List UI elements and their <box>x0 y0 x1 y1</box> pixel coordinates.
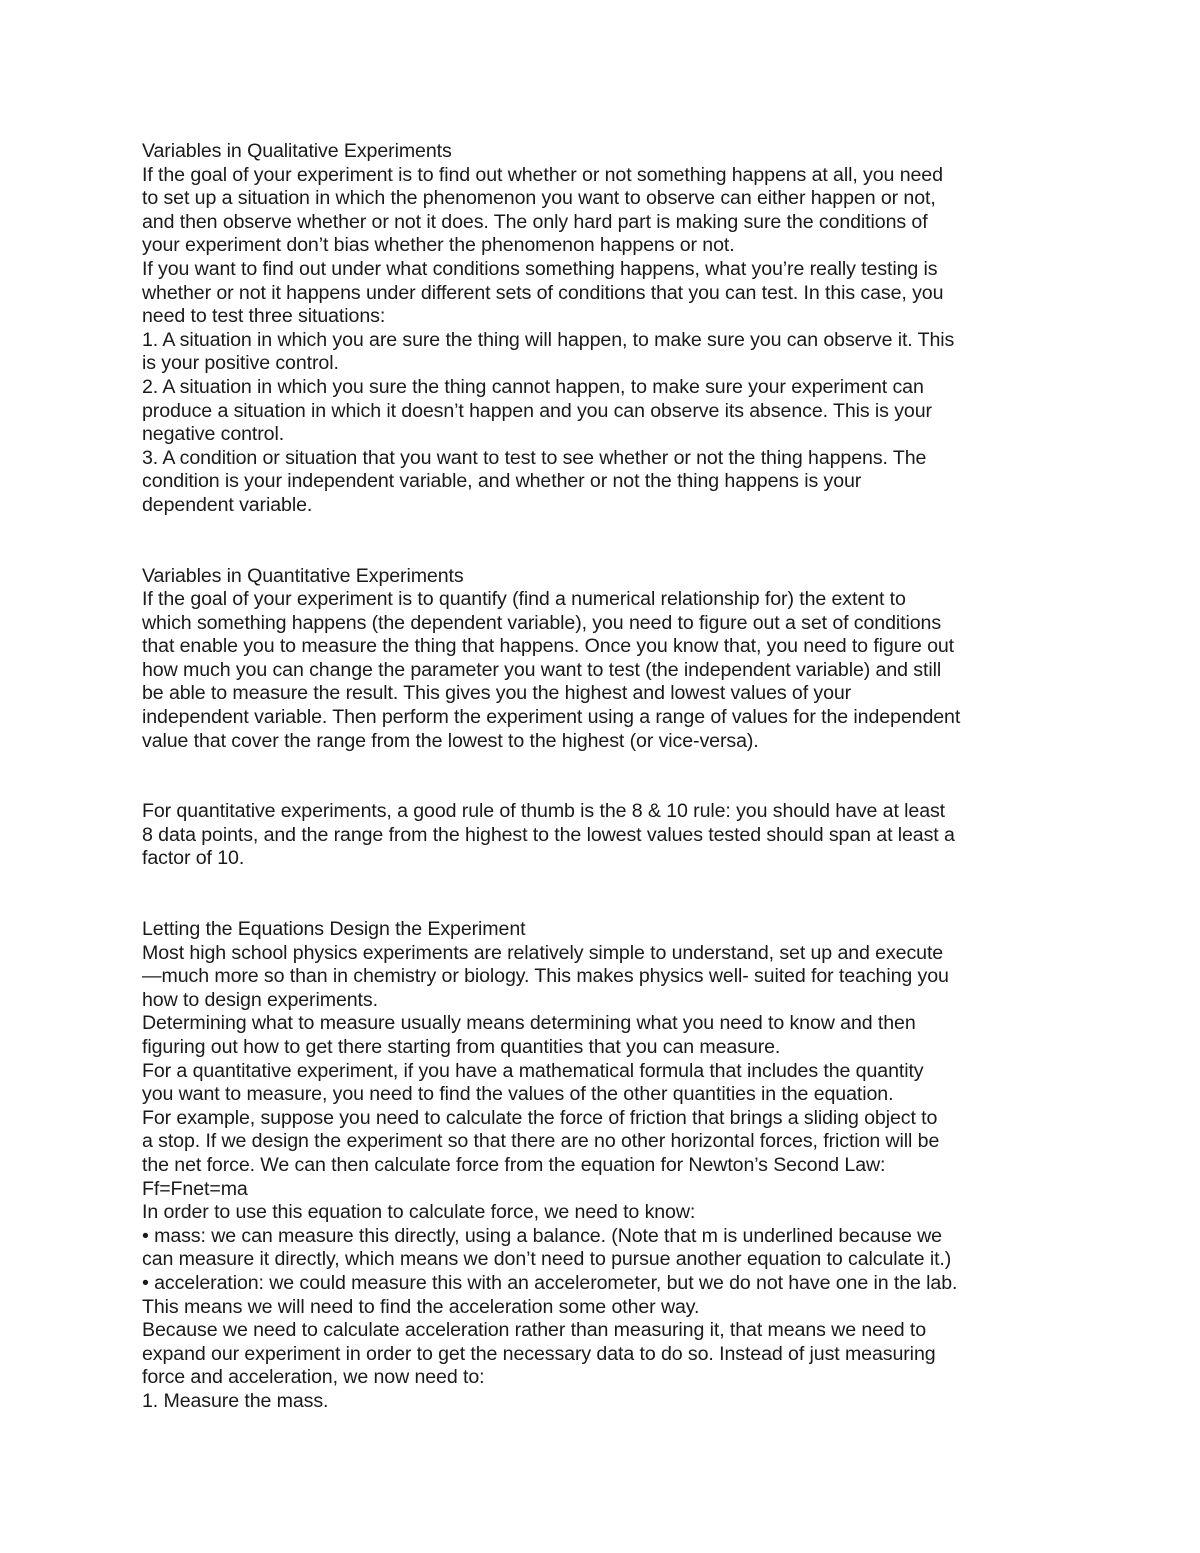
list-item-line: 2. A situation in which you sure the thing cannot happen, to make sure your experiment can <box>142 375 924 398</box>
paragraph-line: expand our experiment in order to get the necessary data to do so. Instead of just measuring <box>142 1342 936 1365</box>
bullet-item-line: • mass: we can measure this directly, using a balance. (Note that m is underlined because we <box>142 1224 942 1247</box>
paragraph-line: a stop. If we design the experiment so that there are no other horizontal forces, friction will be <box>142 1130 940 1153</box>
list-item-line: dependent variable. <box>142 493 313 516</box>
paragraph-line: For a quantitative experiment, if you have a mathematical formula that includes the quantity <box>142 1059 924 1082</box>
list-item-line: condition is your independent variable, and whether or not the thing happens is your <box>142 470 862 493</box>
paragraph-line: value that cover the range from the lowest to the highest (or vice-versa). <box>142 729 759 752</box>
paragraph-line: Because we need to calculate acceleration rather than measuring it, that means we need to <box>142 1319 927 1342</box>
paragraph-line: If the goal of your experiment is to find out whether or not something happens at all, you need <box>142 163 943 186</box>
section-title-quantitative: Variables in Quantitative Experiments <box>142 564 464 587</box>
paragraph-line: —much more so than in chemistry or biology. This makes physics well- suited for teaching you <box>142 965 949 988</box>
paragraph-line: This means we will need to find the acceleration some other way. <box>142 1295 700 1318</box>
section-title-qualitative: Variables in Qualitative Experiments <box>142 140 452 162</box>
list-item-line: negative control. <box>142 423 285 446</box>
paragraph-line: force and acceleration, we now need to: <box>142 1366 485 1389</box>
paragraph-line: Determining what to measure usually means determining what you need to know and then <box>142 1012 916 1035</box>
paragraph-line: be able to measure the result. This gives you the highest and lowest values of your <box>142 682 852 705</box>
paragraph-line: If the goal of your experiment is to quantify (find a numerical relationship for) the extent to <box>142 588 906 611</box>
section-qualitative <box>142 140 1072 518</box>
spacer <box>142 518 1072 565</box>
paragraph-line: 8 data points, and the range from the highest to the lowest values tested should span at least a <box>142 823 955 846</box>
paragraph-line: how much you can change the parameter you want to test (the independent variable) and still <box>142 658 942 681</box>
list-item-line: 3. A condition or situation that you want to test to see whether or not the thing happens. The <box>142 446 927 469</box>
paragraph-line: factor of 10. <box>142 847 245 870</box>
paragraph-line: to set up a situation in which the phenomenon you want to observe can either happen or not, <box>142 187 936 210</box>
rule-of-thumb <box>142 800 1072 871</box>
list-item-line: is your positive control. <box>142 352 339 375</box>
paragraph-line: If you want to find out under what conditions something happens, what you’re really testing is <box>142 257 938 280</box>
paragraph-line: and then observe whether or not it does. The only hard part is making sure the conditions of <box>142 210 928 233</box>
paragraph-line: figuring out how to get there starting from quantities that you can measure. <box>142 1036 781 1058</box>
list-item-line: produce a situation in which it doesn’t happen and you can observe its absence. This is your <box>142 399 932 422</box>
bullet-item-line: can measure it directly, which means we don’t need to pursue another equation to calculate it.) <box>142 1248 952 1271</box>
paragraph-line: you want to measure, you need to find the values of the other quantities in the equation. <box>142 1083 894 1106</box>
paragraph-line: In order to use this equation to calculate force, we need to know: <box>142 1201 696 1224</box>
spacer <box>142 753 1072 800</box>
section-title-equations: Letting the Equations Design the Experiment <box>142 918 526 941</box>
paragraph-line: independent variable. Then perform the experiment using a range of values for the independent <box>142 706 961 729</box>
section-quantitative <box>142 565 1072 754</box>
paragraph-line: whether or not it happens under different sets of conditions that you can test. In this case, you <box>142 281 944 304</box>
spacer <box>142 871 1072 918</box>
paragraph-line: need to test three situations: <box>142 305 386 328</box>
paragraph-line: your experiment don’t bias whether the phenomenon happens or not. <box>142 234 735 257</box>
paragraph-line: For example, suppose you need to calculate the force of friction that brings a sliding object to <box>142 1106 938 1129</box>
paragraph-line: the net force. We can then calculate force from the equation for Newton’s Second Law: <box>142 1153 886 1176</box>
equation-line: Ff=Fnet=ma <box>142 1177 248 1200</box>
paragraph-line: which something happens (the dependent variable), you need to figure out a set of conditions <box>142 611 942 634</box>
bullet-item-line: • acceleration: we could measure this with an accelerometer, but we do not have one in the lab. <box>142 1271 958 1294</box>
paragraph-line: how to design experiments. <box>142 988 378 1011</box>
section-equations <box>142 918 1072 1413</box>
paragraph-line: Most high school physics experiments are relatively simple to understand, set up and execute <box>142 941 944 964</box>
paragraph-line: For quantitative experiments, a good rule of thumb is the 8 & 10 rule: you should have at least <box>142 800 946 823</box>
list-item-line: 1. Measure the mass. <box>142 1389 329 1412</box>
paragraph-line: that enable you to measure the thing that happens. Once you know that, you need to figure out <box>142 635 955 658</box>
list-item-line: 1. A situation in which you are sure the thing will happen, to make sure you can observe it. This <box>142 328 955 351</box>
document-page <box>142 140 1072 1414</box>
